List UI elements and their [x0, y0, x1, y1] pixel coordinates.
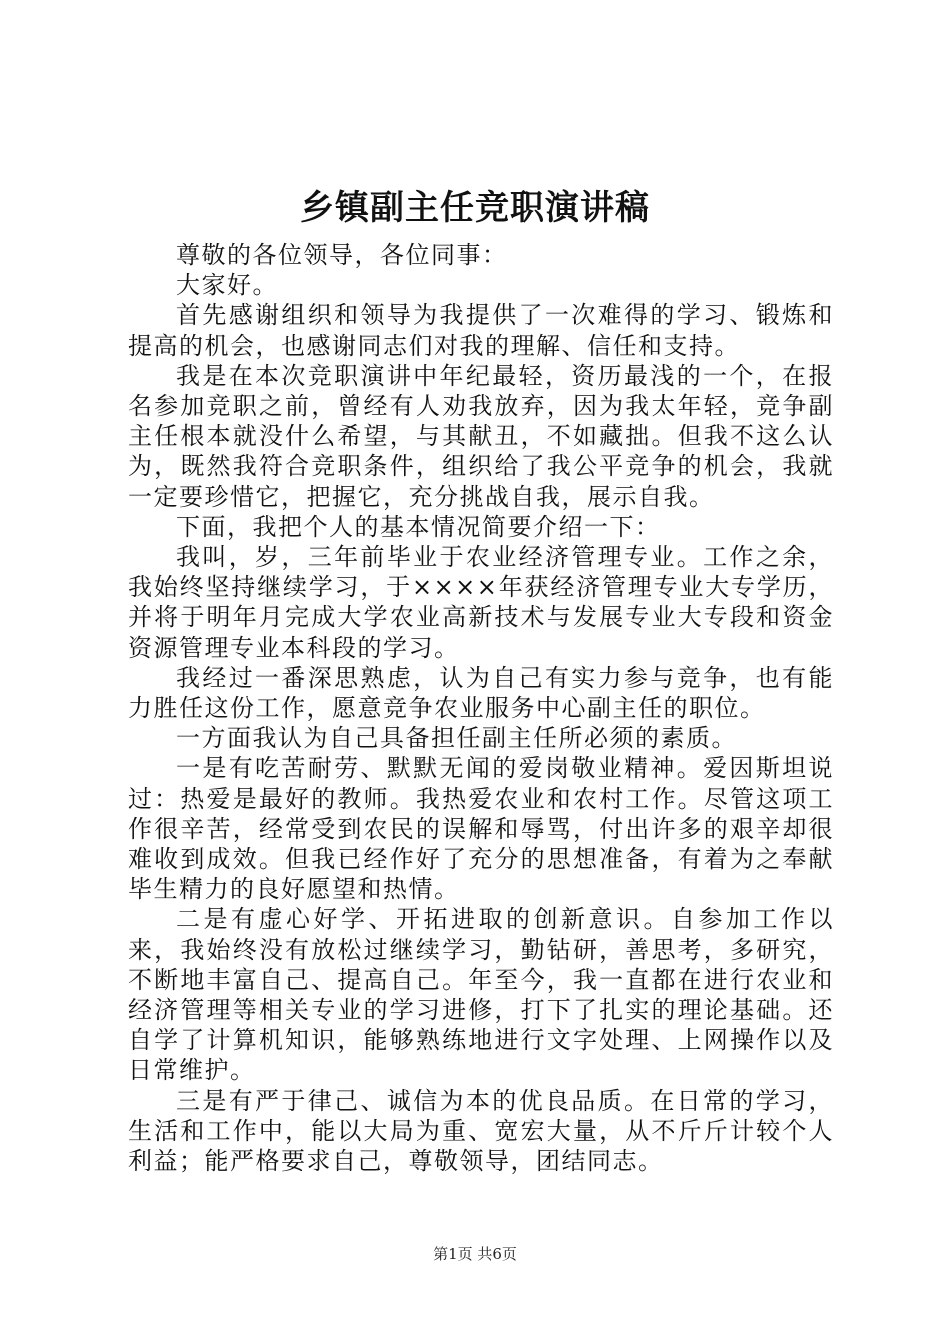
- paragraph-background: 我叫，岁，三年前毕业于农业经济管理专业。工作之余，我始终坚持继续学习，于××××年获经济管理专业大专学历，并将于明年月完成大学农业高新技术与发展专业大专段和资金资源管理专业本科段的学习。: [128, 543, 834, 662]
- page-footer: 第1页 共6页: [433, 1245, 517, 1263]
- greeting: 大家好。: [176, 271, 278, 300]
- salutation: 尊敬的各位领导，各位同事：: [176, 241, 508, 269]
- paragraph-motivation: 我是在本次竞职演讲中年纪最轻，资历最浅的一个，在报名参加竞职之前，曾经有人劝我放弃，因为我太年轻，竞争副主任根本就没什么希望，与其献丑，不如藏拙。但我不这么认为，既然我符合竞职条件，组织给了我公平竞争的机会，我就一定要珍惜它，把握它，充分挑战自我，展示自我。: [128, 361, 834, 511]
- paragraph-quality-one: 一是有吃苦耐劳、默默无闻的爱岗敬业精神。爱因斯坦说过：热爱是最好的教师。我热爱农业和农村工作。尽管这项工作很辛苦，经常受到农民的误解和辱骂，付出许多的艰辛却很难收到成效。但我已经作好了充分的思想准备，有着为之奉献毕生精力的良好愿望和热情。: [128, 754, 834, 904]
- document-body: [128, 240, 834, 1176]
- document-title: 乡镇副主任竞职演讲稿: [300, 188, 650, 228]
- paragraph-decision: 我经过一番深思熟虑，认为自己有实力参与竞争，也有能力胜任这份工作，愿意竞争农业服务中心副主任的职位。: [128, 663, 834, 723]
- paragraph-quality-three: 三是有严于律己、诚信为本的优良品质。在日常的学习，生活和工作中，能以大局为重、宽宏大量，从不斤斤计较个人利益；能严格要求自己，尊敬领导，团结同志。: [128, 1086, 834, 1176]
- paragraph-quality-two: 二是有虚心好学、开拓进取的创新意识。自参加工作以来，我始终没有放松过继续学习，勤钻研，善思考，多研究，不断地丰富自己、提高自己。年至今，我一直都在进行农业和经济管理等相关专业的学习进修，打下了扎实的理论基础。还自学了计算机知识，能够熟练地进行文字处理、上网操作以及日常维护。: [128, 905, 834, 1085]
- paragraph-qualities-lead: 一方面我认为自己具备担任副主任所必须的素质。: [176, 724, 737, 753]
- paragraph-intro-lead: 下面，我把个人的基本情况简要介绍一下：: [176, 512, 661, 541]
- paragraph-thanks: 首先感谢组织和领导为我提供了一次难得的学习、锻炼和提高的机会，也感谢同志们对我的理解、信任和支持。: [128, 301, 834, 360]
